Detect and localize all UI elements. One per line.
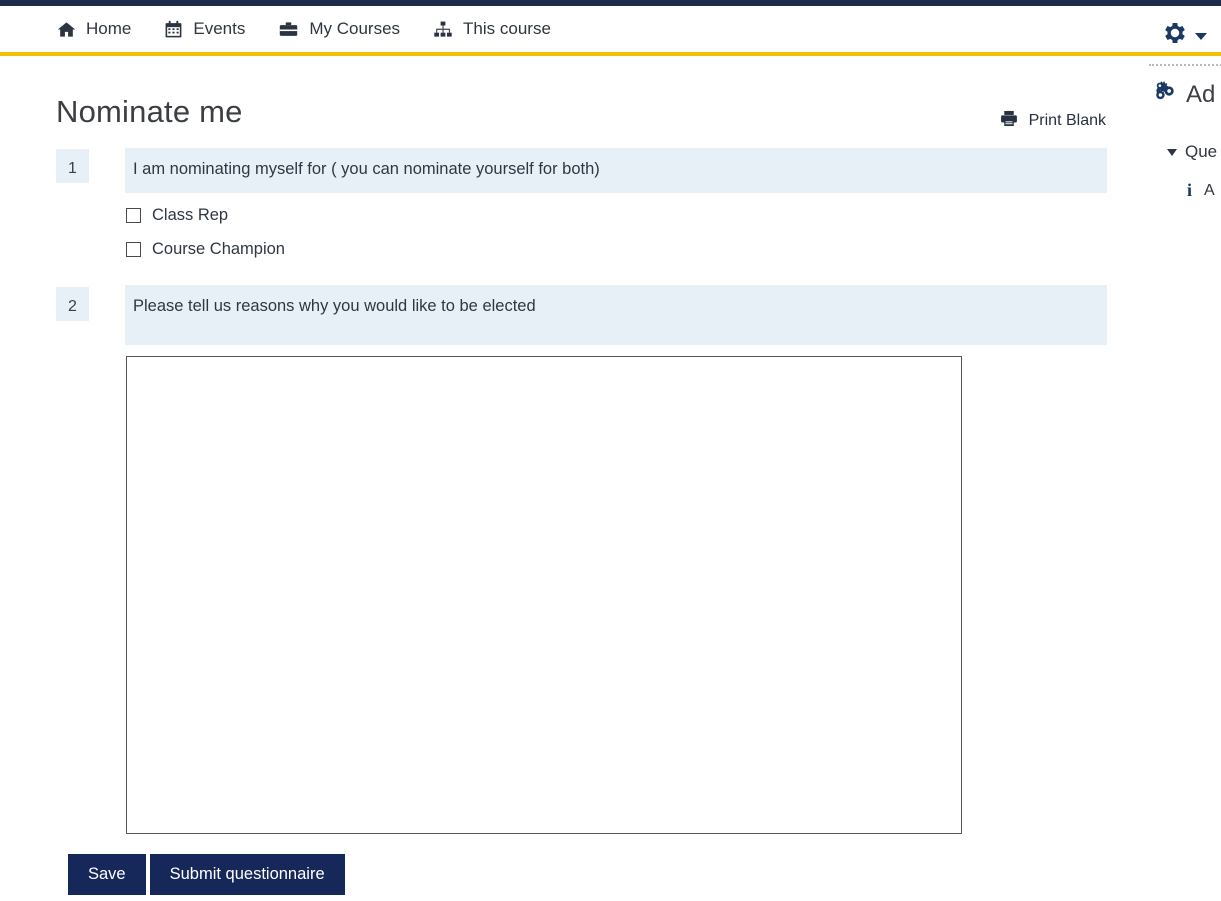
printer-icon: [999, 109, 1019, 133]
submit-questionnaire-button[interactable]: Submit questionnaire: [150, 854, 345, 895]
main-navigation: [0, 6, 1221, 56]
checkbox-label: Course Champion: [152, 240, 285, 258]
sidebar-section-questionnaire[interactable]: [1167, 142, 1217, 162]
nav-items: [46, 6, 573, 52]
checkbox-icon[interactable]: [126, 242, 141, 257]
nav-item-home[interactable]: [46, 6, 153, 52]
nav-item-label: Home: [86, 19, 132, 38]
sidebar-heading: [1153, 80, 1215, 109]
gear-icon[interactable]: [1161, 19, 1189, 52]
briefcase-icon: [277, 20, 300, 39]
sidebar-divider: [1149, 64, 1221, 66]
sitemap-icon: [432, 20, 454, 39]
calendar-icon: [163, 20, 184, 39]
nav-item-this-course[interactable]: [422, 6, 573, 52]
sidebar-item-advanced[interactable]: [1187, 180, 1215, 201]
info-icon: i: [1187, 180, 1193, 200]
nav-item-label: This course: [463, 19, 551, 38]
save-button[interactable]: Save: [68, 854, 146, 895]
question-number: 1: [56, 149, 89, 183]
gears-icon: [1153, 80, 1177, 109]
print-blank-label: Print Blank: [1028, 112, 1106, 129]
main-content: [0, 60, 1147, 901]
sidebar-heading-label: Ad: [1186, 80, 1216, 108]
home-icon: [56, 20, 77, 39]
sidebar-section-label: Que: [1185, 142, 1218, 161]
checkbox-option-course-champion[interactable]: [126, 240, 285, 259]
checkbox-icon[interactable]: [126, 208, 141, 223]
form-actions: [68, 854, 345, 895]
print-blank-button[interactable]: [999, 109, 1106, 133]
nav-item-my-courses[interactable]: [267, 6, 422, 52]
question-number: 2: [56, 287, 89, 321]
nav-item-events[interactable]: [153, 6, 267, 52]
admin-sidebar: [1147, 60, 1221, 901]
chevron-down-icon[interactable]: [1167, 149, 1177, 156]
checkbox-option-class-rep[interactable]: [126, 206, 228, 225]
question-text: I am nominating myself for ( you can nominate yourself for both): [125, 148, 1107, 193]
nav-item-label: My Courses: [309, 19, 401, 38]
checkbox-label: Class Rep: [152, 206, 229, 224]
page-title: Nominate me: [56, 94, 243, 129]
nav-item-label: Events: [193, 19, 246, 38]
nav-settings-menu[interactable]: [1161, 12, 1207, 58]
essay-response-input[interactable]: [126, 356, 962, 834]
sidebar-item-label: A: [1204, 181, 1215, 199]
chevron-down-icon[interactable]: [1195, 33, 1207, 40]
question-text: Please tell us reasons why you would like to be elected: [125, 285, 1107, 345]
